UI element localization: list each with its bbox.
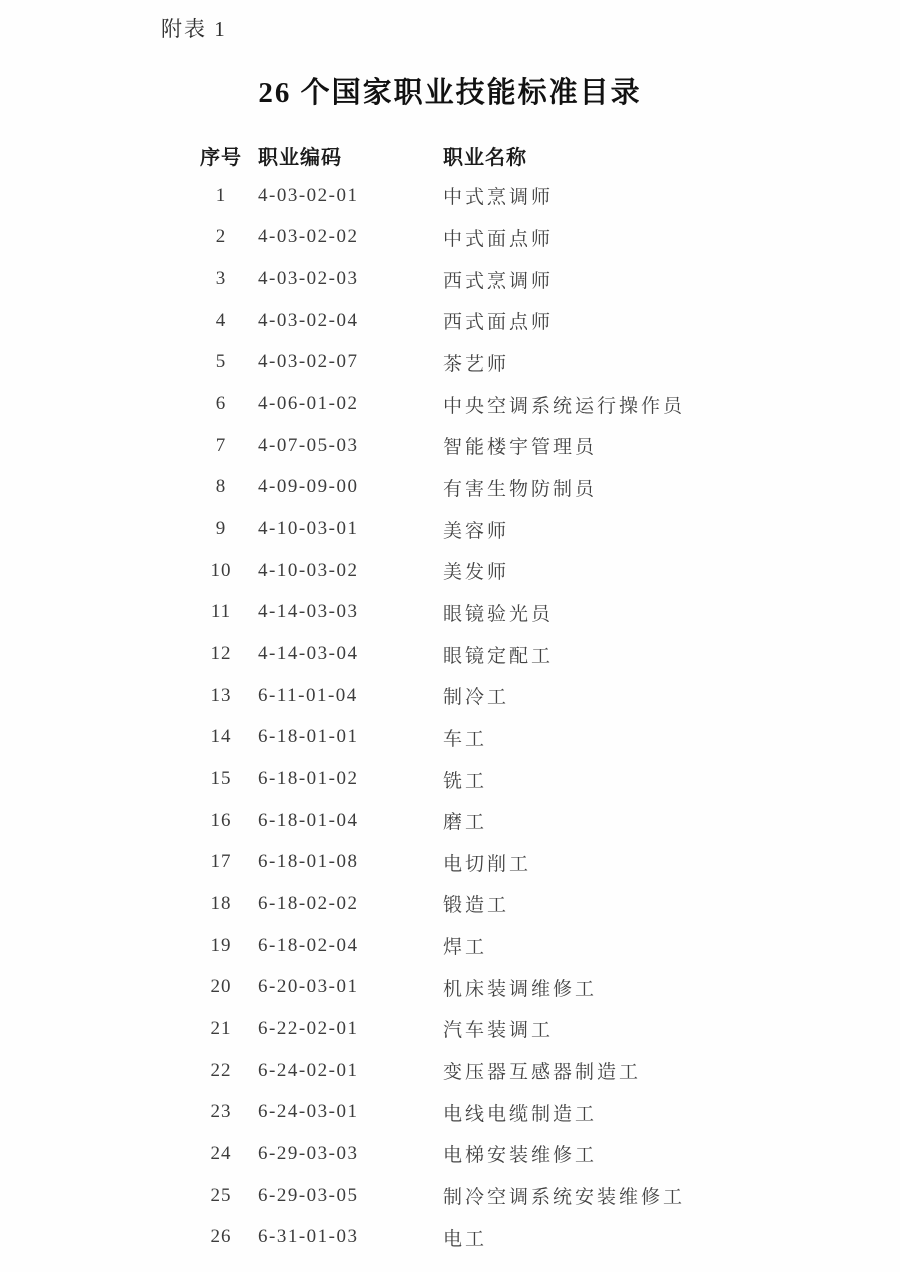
- row-number: 8: [215, 476, 227, 498]
- occupation-name: 电梯安装维修工: [443, 1145, 598, 1167]
- occupation-code: 4-10-03-02: [258, 559, 359, 581]
- occupation-name: 中式面点师: [443, 228, 554, 250]
- row-number: 7: [215, 434, 227, 456]
- occupation-code: 4-03-02-07: [258, 351, 359, 373]
- row-number: 4: [215, 309, 227, 331]
- occupation-code: 4-10-03-01: [258, 518, 359, 540]
- occupation-name: 电工: [443, 1228, 488, 1250]
- table-row: [198, 467, 818, 509]
- occupation-code: 6-29-03-05: [258, 1184, 359, 1206]
- occupation-code: 4-03-02-01: [258, 184, 359, 206]
- occupation-code: 6-18-01-08: [258, 851, 359, 873]
- occupation-name: 美发师: [443, 562, 510, 584]
- occupation-code: 6-20-03-01: [258, 976, 359, 998]
- row-number: 5: [215, 351, 227, 373]
- row-number: 17: [210, 851, 232, 873]
- occupation-code: 6-11-01-04: [258, 684, 358, 706]
- row-number: 2: [215, 226, 227, 248]
- occupation-name: 美容师: [443, 520, 510, 542]
- table-row: [198, 300, 818, 342]
- table-row: [198, 842, 818, 884]
- occupation-name: 制冷工: [443, 687, 510, 709]
- occupation-code: 4-03-02-02: [258, 226, 359, 248]
- column-header-code: 职业编码: [258, 146, 342, 169]
- occupation-code: 6-31-01-03: [258, 1226, 359, 1248]
- table-header-row: [198, 135, 818, 175]
- row-number: 21: [210, 1017, 232, 1039]
- table-row: [198, 758, 818, 800]
- occupation-code: 4-03-02-03: [258, 268, 359, 290]
- table-row: [198, 1133, 818, 1175]
- appendix-label: 附表 1: [161, 17, 227, 41]
- table-row: [198, 258, 818, 300]
- row-number: 23: [210, 1101, 232, 1123]
- occupation-code: 6-18-01-01: [258, 726, 359, 748]
- occupation-name: 有害生物防制员: [443, 478, 598, 500]
- row-number: 18: [210, 892, 232, 914]
- occupation-name: 茶艺师: [443, 353, 510, 375]
- table-row: [198, 1216, 818, 1258]
- occupation-code: 6-18-01-04: [258, 809, 359, 831]
- table-row: [198, 800, 818, 842]
- occupation-code: 4-09-09-00: [258, 476, 359, 498]
- standards-table: [198, 135, 818, 1258]
- occupation-name: 智能楼宇管理员: [443, 437, 598, 459]
- occupation-code: 6-18-02-04: [258, 934, 359, 956]
- table-row: [198, 592, 818, 634]
- occupation-name: 汽车装调工: [443, 1020, 554, 1042]
- row-number: 1: [215, 184, 227, 206]
- table-row: [198, 1175, 818, 1217]
- table-row: [198, 633, 818, 675]
- occupation-name: 铣工: [443, 770, 488, 792]
- table-row: [198, 508, 818, 550]
- occupation-code: 4-06-01-02: [258, 393, 359, 415]
- occupation-name: 电切削工: [443, 853, 532, 875]
- row-number: 14: [210, 726, 232, 748]
- row-number: 24: [210, 1142, 232, 1164]
- occupation-name: 锻造工: [443, 895, 510, 917]
- occupation-name: 变压器互感器制造工: [443, 1062, 642, 1084]
- row-number: 16: [210, 809, 232, 831]
- occupation-name: 眼镜验光员: [443, 603, 554, 625]
- occupation-name: 焊工: [443, 937, 488, 959]
- table-row: [198, 925, 818, 967]
- occupation-code: 4-03-02-04: [258, 309, 359, 331]
- occupation-name: 磨工: [443, 812, 488, 834]
- row-number: 10: [210, 559, 232, 581]
- table-row: [198, 383, 818, 425]
- occupation-name: 西式烹调师: [443, 270, 554, 292]
- column-header-no: 序号: [200, 146, 242, 169]
- table-row: [198, 425, 818, 467]
- occupation-code: 6-22-02-01: [258, 1017, 359, 1039]
- occupation-code: 6-29-03-03: [258, 1142, 359, 1164]
- table-row: [198, 175, 818, 217]
- page-title: 26 个国家职业技能标准目录: [258, 77, 642, 109]
- row-number: 25: [210, 1184, 232, 1206]
- table-row: [198, 1008, 818, 1050]
- row-number: 3: [215, 268, 227, 290]
- row-number: 6: [215, 393, 227, 415]
- table-body: [198, 175, 818, 1258]
- row-number: 22: [210, 1059, 232, 1081]
- row-number: 11: [210, 601, 232, 623]
- occupation-name: 机床装调维修工: [443, 978, 598, 1000]
- occupation-name: 中央空调系统运行操作员: [443, 395, 686, 417]
- occupation-name: 眼镜定配工: [443, 645, 554, 667]
- occupation-name: 车工: [443, 728, 488, 750]
- occupation-code: 4-14-03-03: [258, 601, 359, 623]
- row-number: 20: [210, 976, 232, 998]
- table-row: [198, 1091, 818, 1133]
- occupation-name: 制冷空调系统安装维修工: [443, 1187, 686, 1209]
- row-number: 9: [215, 518, 227, 540]
- occupation-name: 西式面点师: [443, 312, 554, 334]
- occupation-name: 中式烹调师: [443, 187, 554, 209]
- occupation-code: 6-18-02-02: [258, 892, 359, 914]
- row-number: 13: [210, 684, 232, 706]
- occupation-code: 4-07-05-03: [258, 434, 359, 456]
- row-number: 26: [210, 1226, 232, 1248]
- occupation-code: 6-18-01-02: [258, 768, 359, 790]
- table-row: [198, 883, 818, 925]
- row-number: 15: [210, 768, 232, 790]
- table-row: [198, 1050, 818, 1092]
- occupation-name: 电线电缆制造工: [443, 1103, 598, 1125]
- table-row: [198, 717, 818, 759]
- occupation-code: 6-24-03-01: [258, 1101, 359, 1123]
- table-row: [198, 550, 818, 592]
- row-number: 19: [210, 934, 232, 956]
- row-number: 12: [210, 643, 232, 665]
- table-row: [198, 966, 818, 1008]
- table-row: [198, 342, 818, 384]
- occupation-code: 4-14-03-04: [258, 643, 359, 665]
- occupation-code: 6-24-02-01: [258, 1059, 359, 1081]
- table-row: [198, 675, 818, 717]
- table-row: [198, 217, 818, 259]
- column-header-name: 职业名称: [443, 146, 527, 169]
